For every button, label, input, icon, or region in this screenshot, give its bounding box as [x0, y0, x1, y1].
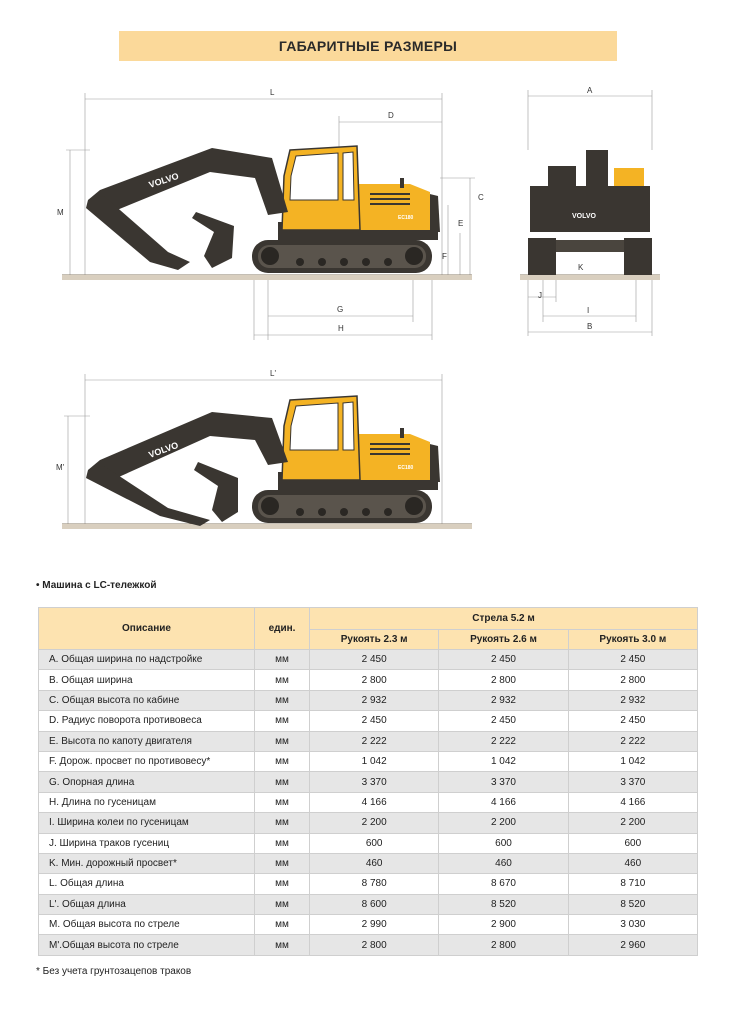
dim-label-j: J	[538, 291, 542, 300]
row-description: K. Мин. дорожный просвет*	[39, 853, 255, 873]
row-unit: мм	[255, 751, 310, 771]
row-unit: мм	[255, 833, 310, 853]
row-description: L. Общая длина	[39, 874, 255, 894]
dim-label-l: L	[270, 88, 275, 97]
dim-label-c: C	[478, 193, 484, 202]
ground-side	[62, 275, 472, 280]
row-unit: мм	[255, 650, 310, 670]
brand-label-front: VOLVO	[572, 213, 596, 220]
header-boom-group: Стрела 5.2 м	[310, 608, 698, 630]
table-row	[39, 711, 698, 731]
table-header-row	[39, 608, 698, 630]
row-value-arm-2-3: 8 780	[310, 874, 439, 894]
row-value-arm-2-6: 1 042	[439, 751, 568, 771]
dim-label-d: D	[388, 111, 394, 120]
dim-label-g: G	[337, 305, 344, 314]
row-value-arm-3-0: 1 042	[568, 751, 697, 771]
ground-front	[520, 275, 660, 280]
row-description: H. Длина по гусеницам	[39, 792, 255, 812]
row-value-arm-3-0: 2 932	[568, 690, 697, 710]
table-row	[39, 833, 698, 853]
row-value-arm-2-3: 4 166	[310, 792, 439, 812]
row-value-arm-3-0: 2 222	[568, 731, 697, 751]
brand-label-side-2: VOLVO	[147, 439, 180, 460]
row-value-arm-3-0: 8 520	[568, 894, 697, 914]
row-value-arm-3-0: 3 030	[568, 915, 697, 935]
row-description: M. Общая высота по стреле	[39, 915, 255, 935]
table-row	[39, 772, 698, 792]
row-value-arm-2-6: 2 450	[439, 650, 568, 670]
row-value-arm-2-6: 2 932	[439, 690, 568, 710]
row-value-arm-2-6: 8 670	[439, 874, 568, 894]
row-description: J. Ширина траков гусениц	[39, 833, 255, 853]
row-value-arm-2-3: 2 450	[310, 650, 439, 670]
row-value-arm-2-3: 460	[310, 853, 439, 873]
row-unit: мм	[255, 874, 310, 894]
table-row	[39, 731, 698, 751]
row-value-arm-3-0: 2 800	[568, 670, 697, 690]
row-description: B. Общая ширина	[39, 670, 255, 690]
dimensions-table	[38, 607, 698, 956]
row-value-arm-3-0: 2 200	[568, 813, 697, 833]
row-value-arm-2-6: 8 520	[439, 894, 568, 914]
table-row	[39, 874, 698, 894]
table-row	[39, 751, 698, 771]
row-unit: мм	[255, 731, 310, 751]
ground-side-2	[62, 524, 472, 529]
table-row	[39, 915, 698, 935]
table-row	[39, 935, 698, 955]
row-value-arm-2-3: 2 222	[310, 731, 439, 751]
row-description: I. Ширина колеи по гусеницам	[39, 813, 255, 833]
row-value-arm-2-6: 2 222	[439, 731, 568, 751]
dim-label-l-prime: L'	[270, 369, 276, 378]
row-unit: мм	[255, 894, 310, 914]
row-description: F. Дорож. просвет по противовесу*	[39, 751, 255, 771]
row-value-arm-2-6: 2 450	[439, 711, 568, 731]
row-value-arm-2-6: 2 200	[439, 813, 568, 833]
row-value-arm-2-6: 2 800	[439, 935, 568, 955]
row-value-arm-2-3: 3 370	[310, 772, 439, 792]
row-description: E. Высота по капоту двигателя	[39, 731, 255, 751]
dim-label-m-prime: M'	[56, 463, 65, 472]
row-unit: мм	[255, 670, 310, 690]
row-unit: мм	[255, 935, 310, 955]
row-unit: мм	[255, 690, 310, 710]
dim-label-b: B	[587, 322, 593, 331]
row-unit: мм	[255, 772, 310, 792]
brand-label-side: VOLVO	[147, 170, 180, 190]
row-value-arm-2-6: 2 800	[439, 670, 568, 690]
table-row	[39, 650, 698, 670]
row-unit: мм	[255, 711, 310, 731]
excavator-side-illustration	[86, 146, 440, 273]
table-row	[39, 670, 698, 690]
row-value-arm-3-0: 2 960	[568, 935, 697, 955]
row-value-arm-2-3: 2 800	[310, 670, 439, 690]
row-value-arm-3-0: 2 450	[568, 650, 697, 670]
table-body	[39, 650, 698, 956]
page-title: ГАБАРИТНЫЕ РАЗМЕРЫ	[278, 38, 458, 54]
row-value-arm-2-6: 460	[439, 853, 568, 873]
dim-label-i: I	[587, 306, 590, 315]
row-unit: мм	[255, 813, 310, 833]
section-subhead: • Машина с LC-тележкой	[36, 580, 157, 591]
row-value-arm-2-3: 2 932	[310, 690, 439, 710]
model-label-side-2: EC180	[398, 465, 414, 471]
row-description: D. Радиус поворота противовеса	[39, 711, 255, 731]
header-arm-2-6: Рукоять 2.6 м	[439, 630, 568, 650]
row-value-arm-3-0: 2 450	[568, 711, 697, 731]
dim-label-f: F	[442, 252, 447, 261]
row-unit: мм	[255, 792, 310, 812]
row-value-arm-2-3: 1 042	[310, 751, 439, 771]
dim-label-e: E	[458, 219, 464, 228]
row-unit: мм	[255, 915, 310, 935]
table-row	[39, 853, 698, 873]
row-value-arm-2-3: 2 990	[310, 915, 439, 935]
footnote: * Без учета грунтозацепов траков	[36, 966, 192, 977]
header-description: Описание	[39, 608, 255, 650]
row-value-arm-3-0: 600	[568, 833, 697, 853]
row-value-arm-2-3: 2 800	[310, 935, 439, 955]
row-value-arm-3-0: 8 710	[568, 874, 697, 894]
row-value-arm-2-6: 4 166	[439, 792, 568, 812]
row-value-arm-2-6: 2 900	[439, 915, 568, 935]
dim-label-a: A	[587, 86, 593, 95]
row-value-arm-3-0: 4 166	[568, 792, 697, 812]
row-value-arm-3-0: 3 370	[568, 772, 697, 792]
table-row	[39, 813, 698, 833]
row-description: M'.Общая высота по стреле	[39, 935, 255, 955]
row-value-arm-2-6: 3 370	[439, 772, 568, 792]
row-description: C. Общая высота по кабине	[39, 690, 255, 710]
table-row	[39, 792, 698, 812]
row-value-arm-2-3: 2 450	[310, 711, 439, 731]
dim-label-h: H	[338, 324, 344, 333]
header-arm-2-3: Рукоять 2.3 м	[310, 630, 439, 650]
header-arm-3-0: Рукоять 3.0 м	[568, 630, 697, 650]
model-label-side: EC180	[398, 215, 414, 221]
row-description: L'. Общая длина	[39, 894, 255, 914]
excavator-side-2-illustration	[86, 396, 440, 526]
row-description: A. Общая ширина по надстройке	[39, 650, 255, 670]
table-row	[39, 894, 698, 914]
header-unit: един.	[255, 608, 310, 650]
excavator-front-illustration	[528, 150, 652, 275]
row-unit: мм	[255, 853, 310, 873]
dim-label-k: K	[578, 263, 584, 272]
row-value-arm-2-3: 8 600	[310, 894, 439, 914]
row-value-arm-2-3: 600	[310, 833, 439, 853]
row-value-arm-2-6: 600	[439, 833, 568, 853]
dim-label-m: M	[57, 208, 64, 217]
row-description: G. Опорная длина	[39, 772, 255, 792]
row-value-arm-2-3: 2 200	[310, 813, 439, 833]
row-value-arm-3-0: 460	[568, 853, 697, 873]
table-row	[39, 690, 698, 710]
